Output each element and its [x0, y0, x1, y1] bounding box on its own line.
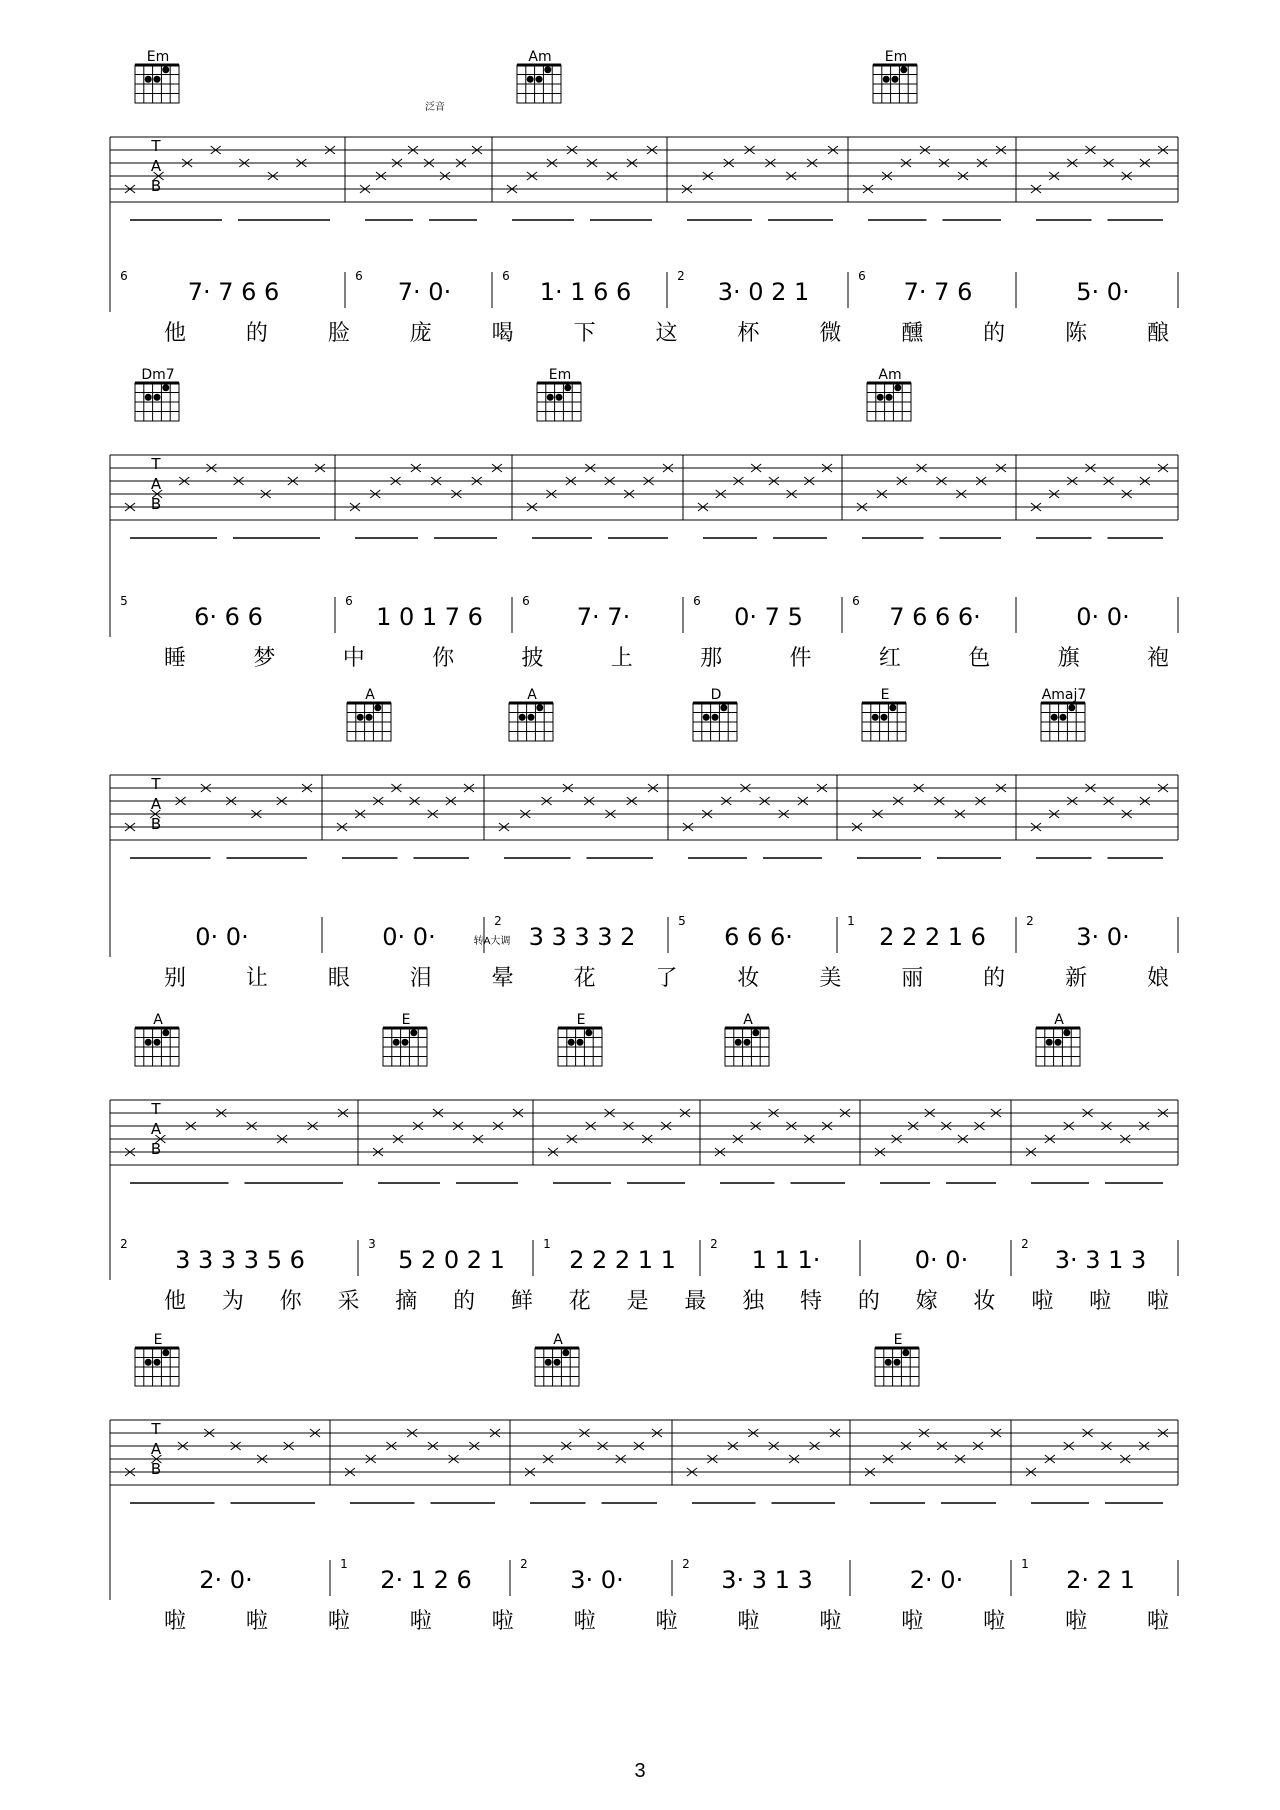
chord-diagram: [1036, 1012, 1080, 1066]
lyric-char: 中: [342, 646, 365, 671]
chord-dot: [357, 714, 364, 721]
lyric-char: 采: [337, 1289, 360, 1314]
chord-dot: [154, 76, 161, 83]
lyric-char: 鲜: [510, 1289, 533, 1314]
chord-dot: [1055, 1039, 1062, 1046]
chord-name: E: [880, 687, 890, 703]
chord-diagram: [875, 1332, 919, 1386]
jianpu-notes: 6· 6 6: [194, 603, 263, 631]
lyric-char: 醺: [901, 321, 924, 346]
jianpu-notes: 3 3 3 3 2: [528, 923, 636, 951]
string-number: 5: [678, 914, 686, 928]
lyric-char: 了: [655, 966, 678, 991]
string-number: 1: [543, 1237, 551, 1251]
chord-dot: [703, 714, 710, 721]
jianpu-notes: 0· 0·: [195, 923, 249, 951]
chord-dot: [885, 1359, 892, 1366]
lyric-char: 独: [742, 1289, 765, 1314]
jianpu-notes: 3· 0·: [1076, 923, 1130, 951]
jianpu-notes: 2 2 2 1 6: [879, 923, 986, 951]
chord-dot: [892, 76, 899, 83]
tab-clef-letter: B: [150, 815, 162, 833]
chord-diagram: [509, 687, 553, 741]
string-number: 6: [522, 594, 530, 608]
system-3: [110, 687, 1178, 991]
lyric-char: 他: [163, 321, 187, 346]
chord-diagram: [135, 1332, 179, 1386]
key-change-label: 转A大调: [473, 936, 511, 947]
jianpu-notes: 5· 0·: [1076, 278, 1130, 306]
string-number: 2: [677, 269, 685, 283]
jianpu-notes: 2· 1 2 6: [380, 1566, 472, 1594]
jianpu-notes: 7· 7 6: [903, 278, 973, 306]
chord-dot: [410, 1029, 417, 1036]
lyric-char: 睡: [163, 646, 187, 671]
lyric-char: 上: [610, 646, 633, 671]
chord-dot: [872, 714, 879, 721]
chord-dot: [547, 394, 554, 401]
chord-dot: [145, 1359, 152, 1366]
lyric-char: 的: [857, 1289, 880, 1314]
chord-dot: [545, 1359, 552, 1366]
chord-dot: [554, 1359, 561, 1366]
chord-dot: [162, 384, 169, 391]
chord-dot: [154, 1039, 161, 1046]
chord-dot: [536, 704, 543, 711]
jianpu-notes: 0· 7 5: [734, 603, 803, 631]
chord-diagram: [517, 49, 561, 103]
lyric-char: 别: [163, 966, 187, 991]
string-number: 6: [852, 594, 860, 608]
lyric-char: 啦: [1031, 1289, 1054, 1314]
lyric-char: 披: [521, 646, 544, 671]
lyric-char: 这: [655, 321, 678, 346]
jianpu-notes: 7· 0·: [397, 278, 452, 306]
chord-name: A: [553, 1332, 563, 1348]
lyric-char: 红: [878, 646, 901, 671]
chord-dot: [1051, 714, 1058, 721]
chord-dot: [900, 66, 907, 73]
lyric-char: 花: [573, 966, 596, 991]
chord-dot: [145, 394, 152, 401]
lyric-char: 娘: [1146, 966, 1170, 991]
chord-dot: [902, 1349, 909, 1356]
chord-diagram: [135, 1012, 179, 1066]
lyric-char: 特: [800, 1289, 823, 1314]
string-number: 6: [502, 269, 510, 283]
string-number: 6: [120, 269, 128, 283]
lyric-char: 啦: [819, 1609, 842, 1634]
tab-clef-letter: B: [150, 1140, 162, 1158]
jianpu-notes: 2· 0·: [909, 1566, 964, 1594]
lyric-char: 啦: [655, 1609, 678, 1634]
string-number: 6: [345, 594, 353, 608]
tab-clef-letter: T: [151, 1100, 161, 1118]
lyric-char: 最: [684, 1289, 707, 1314]
chord-name: A: [365, 687, 375, 703]
system-4: [110, 1012, 1178, 1314]
string-number: 2: [682, 1557, 690, 1571]
string-number: 5: [120, 594, 128, 608]
chord-dot: [886, 394, 893, 401]
chord-dot: [744, 1039, 751, 1046]
lyric-char: 件: [789, 646, 812, 671]
lyric-char: 妆: [737, 966, 760, 991]
chord-diagram: [135, 367, 179, 421]
lyric-char: 啦: [1146, 1609, 1170, 1634]
lyric-char: 微: [819, 321, 842, 346]
lyric-char: 为: [221, 1289, 244, 1314]
tab-clef-letter: B: [150, 495, 162, 513]
lyric-char: 摘: [395, 1289, 418, 1314]
chord-name: Am: [528, 49, 552, 65]
chord-diagram: [725, 1012, 769, 1066]
lyric-char: 让: [245, 966, 268, 991]
chord-dot: [877, 394, 884, 401]
chord-dot: [720, 704, 727, 711]
jianpu-notes: 3· 0·: [570, 1566, 624, 1594]
chord-diagram: [862, 687, 906, 741]
chord-dot: [564, 384, 571, 391]
lyric-char: 啦: [573, 1609, 596, 1634]
chord-name: Em: [548, 367, 572, 383]
lyric-char: 啦: [1089, 1289, 1112, 1314]
lyric-char: 啦: [737, 1609, 760, 1634]
lyric-char: 的: [983, 321, 1006, 346]
tab-clef-letter: A: [150, 475, 162, 493]
chord-dot: [145, 76, 152, 83]
lyric-char: 啦: [163, 1609, 187, 1634]
lyric-char: 眼: [327, 966, 350, 991]
tab-clef-letter: T: [151, 137, 161, 155]
lyric-char: 啦: [491, 1609, 514, 1634]
lyric-char: 那: [700, 646, 723, 671]
chord-dot: [752, 1029, 759, 1036]
lyric-char: 泪: [409, 966, 432, 991]
chord-dot: [894, 1359, 901, 1366]
chord-diagram: [867, 367, 911, 421]
chord-dot: [577, 1039, 584, 1046]
chord-diagram: [558, 1012, 602, 1066]
tab-clef-letter: T: [151, 455, 161, 473]
lyric-char: 梦: [253, 646, 276, 671]
lyric-char: 新: [1065, 966, 1088, 991]
jianpu-notes: 3· 3 1 3: [721, 1566, 813, 1594]
lyric-char: 美: [819, 966, 842, 991]
chord-dot: [374, 704, 381, 711]
chord-dot: [527, 76, 534, 83]
chord-dot: [883, 76, 890, 83]
chord-dot: [154, 394, 161, 401]
string-number: 2: [520, 1557, 528, 1571]
tab-clef-letter: B: [150, 177, 162, 195]
chord-dot: [881, 714, 888, 721]
chord-dot: [585, 1029, 592, 1036]
chord-diagram: [535, 1332, 579, 1386]
string-number: 2: [710, 1237, 718, 1251]
jianpu-notes: 0· 0·: [382, 923, 436, 951]
lyric-char: 酿: [1146, 321, 1170, 346]
lyric-char: 是: [626, 1289, 649, 1314]
tab-clef-letter: A: [150, 1120, 162, 1138]
jianpu-notes: 3· 0 2 1: [717, 278, 810, 306]
lyric-char: 啦: [245, 1609, 268, 1634]
tab-clef-letter: A: [150, 157, 162, 175]
chord-name: E: [893, 1332, 903, 1348]
chord-diagram: [347, 687, 391, 741]
lyric-char: 啦: [1065, 1609, 1088, 1634]
string-number: 1: [1021, 1557, 1029, 1571]
jianpu-notes: 2· 0·: [199, 1566, 253, 1594]
string-number: 2: [1026, 914, 1034, 928]
chord-dot: [1063, 1029, 1070, 1036]
chord-name: Dm7: [141, 367, 175, 383]
jianpu-notes: 3· 3 1 3: [1054, 1246, 1147, 1274]
lyric-char: 的: [983, 966, 1006, 991]
string-number: 2: [120, 1237, 128, 1251]
jianpu-notes: 7· 7 6 6: [187, 278, 280, 306]
jianpu-notes: 1 0 1 7 6: [376, 603, 483, 631]
chord-dot: [519, 714, 526, 721]
string-number: 6: [858, 269, 866, 283]
chord-diagram: [693, 687, 737, 741]
string-number: 3: [368, 1237, 376, 1251]
chord-dot: [568, 1039, 575, 1046]
chord-name: Am: [878, 367, 902, 383]
chord-dot: [366, 714, 373, 721]
jianpu-notes: 0· 0·: [1076, 603, 1130, 631]
chord-dot: [1068, 704, 1075, 711]
chord-dot: [544, 66, 551, 73]
jianpu-notes: 3 3 3 3 5 6: [175, 1246, 305, 1274]
chord-dot: [402, 1039, 409, 1046]
chord-dot: [894, 384, 901, 391]
page-number: 3: [634, 1760, 646, 1782]
chord-name: A: [527, 687, 537, 703]
lyric-char: 杯: [737, 321, 760, 346]
string-number: 2: [1021, 1237, 1029, 1251]
chord-dot: [889, 704, 896, 711]
lyric-char: 你: [432, 646, 455, 671]
lyric-char: 色: [968, 646, 991, 671]
lyric-char: 嫁: [915, 1289, 938, 1314]
jianpu-notes: 1 1 1·: [751, 1246, 821, 1274]
chord-dot: [562, 1349, 569, 1356]
lyric-char: 妆: [973, 1289, 996, 1314]
jianpu-notes: 5 2 0 2 1: [398, 1246, 505, 1274]
chord-dot: [393, 1039, 400, 1046]
chord-name: E: [401, 1012, 411, 1028]
string-number: 2: [494, 914, 502, 928]
lyric-char: 脸: [327, 321, 350, 346]
chord-name: E: [153, 1332, 163, 1348]
jianpu-notes: 0· 0·: [914, 1246, 969, 1274]
lyric-char: 花: [568, 1289, 591, 1314]
chord-name: D: [710, 687, 722, 703]
tab-clef-letter: T: [151, 775, 161, 793]
lyric-char: 啦: [1146, 1289, 1170, 1314]
lyric-char: 旗: [1057, 646, 1080, 671]
chord-dot: [528, 714, 535, 721]
tab-clef-letter: A: [150, 1440, 162, 1458]
chord-dot: [1060, 714, 1067, 721]
lyric-char: 啦: [901, 1609, 924, 1634]
jianpu-notes: 1· 1 6 6: [539, 278, 632, 306]
chord-dot: [712, 714, 719, 721]
tab-clef-letter: B: [150, 1460, 162, 1478]
lyric-char: 袍: [1146, 646, 1170, 671]
lyric-char: 啦: [327, 1609, 350, 1634]
chord-name: Em: [146, 49, 170, 65]
string-number: 1: [340, 1557, 348, 1571]
lyric-char: 的: [453, 1289, 476, 1314]
lyric-char: 啦: [983, 1609, 1006, 1634]
jianpu-notes: 7 6 6 6·: [889, 603, 981, 631]
lyric-char: 他: [163, 1289, 187, 1314]
system-1: [110, 49, 1178, 346]
system-2: [110, 367, 1178, 671]
chord-dot: [536, 76, 543, 83]
tab-clef-letter: A: [150, 795, 162, 813]
string-number: 1: [847, 914, 855, 928]
chord-name: A: [153, 1012, 163, 1028]
chord-dot: [162, 1349, 169, 1356]
jianpu-notes: 7· 7·: [576, 603, 631, 631]
chord-name: Amaj7: [1041, 687, 1087, 703]
harmonics-label: 泛音: [425, 102, 445, 113]
system-5: [110, 1332, 1178, 1634]
chord-dot: [145, 1039, 152, 1046]
chord-diagram: [135, 49, 179, 103]
lyric-char: 你: [279, 1289, 302, 1314]
lyric-char: 啦: [409, 1609, 432, 1634]
lyric-char: 的: [245, 321, 268, 346]
chord-dot: [162, 66, 169, 73]
lyric-char: 陈: [1065, 321, 1088, 346]
lyric-char: 下: [573, 321, 596, 346]
chord-dot: [556, 394, 563, 401]
lyric-char: 喝: [491, 321, 514, 346]
jianpu-notes: 6 6 6·: [724, 923, 793, 951]
lyric-char: 晕: [491, 966, 514, 991]
chord-dot: [154, 1359, 161, 1366]
string-number: 6: [693, 594, 701, 608]
chord-name: A: [1054, 1012, 1064, 1028]
chord-dot: [1046, 1039, 1053, 1046]
jianpu-notes: 2 2 2 1 1: [569, 1246, 676, 1274]
string-number: 6: [355, 269, 363, 283]
chord-name: E: [576, 1012, 586, 1028]
tab-clef-letter: T: [151, 1420, 161, 1438]
chord-diagram: [1041, 687, 1086, 741]
chord-diagram: [383, 1012, 427, 1066]
lyric-char: 庞: [409, 321, 432, 346]
chord-dot: [162, 1029, 169, 1036]
chord-name: Em: [884, 49, 908, 65]
lyric-char: 丽: [901, 966, 924, 991]
jianpu-notes: 2· 2 1: [1066, 1566, 1135, 1594]
chord-dot: [735, 1039, 742, 1046]
chord-diagram: [873, 49, 917, 103]
chord-name: A: [743, 1012, 753, 1028]
chord-diagram: [537, 367, 581, 421]
